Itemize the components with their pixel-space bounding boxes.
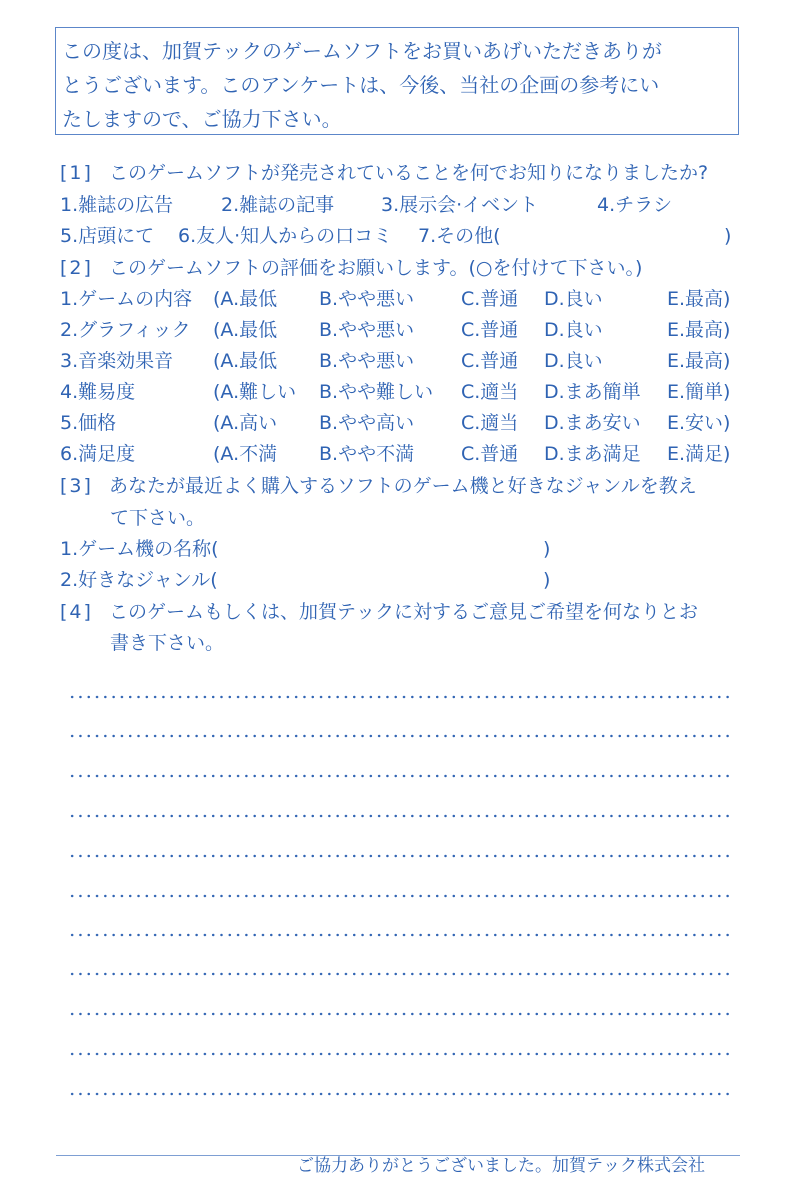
intro-box	[55, 27, 739, 135]
comment-line[interactable]	[68, 1092, 732, 1096]
comment-line[interactable]	[68, 695, 732, 699]
q2-number: [2]	[60, 257, 93, 279]
comment-line[interactable]	[68, 734, 732, 738]
rating-option-b[interactable]: B.やや悪い	[319, 319, 415, 341]
rating-option-e[interactable]: E.最高)	[667, 319, 731, 341]
comment-line[interactable]	[68, 933, 732, 937]
rating-option-e[interactable]: E.簡単)	[667, 381, 731, 403]
rating-option-d[interactable]: D.良い	[544, 319, 603, 341]
rating-option-d[interactable]: D.良い	[544, 288, 603, 310]
rating-option-b[interactable]: B.やや高い	[319, 412, 415, 434]
comment-line[interactable]	[68, 814, 732, 818]
rating-option-a[interactable]: (A.最低	[213, 288, 278, 310]
q3-field-console[interactable]: 1.ゲーム機の名称(	[60, 538, 219, 560]
rating-option-e[interactable]: E.安い)	[667, 412, 731, 434]
footer-thanks: ご協力ありがとうございました。加賀テック株式会社	[297, 1156, 705, 1176]
q1-option-7[interactable]: 7.その他(	[418, 225, 501, 247]
rating-option-a[interactable]: (A.最低	[213, 350, 278, 372]
intro-line-3: たしますので、ご協力下さい。	[62, 107, 342, 131]
rating-option-b[interactable]: B.やや不満	[319, 443, 415, 465]
rating-option-a[interactable]: (A.不満	[213, 443, 278, 465]
q1-option-1[interactable]: 1.雑誌の広告	[60, 194, 174, 216]
rating-label: 5.価格	[60, 412, 117, 434]
rating-option-c[interactable]: C.普通	[461, 350, 519, 372]
intro-line-1: この度は、加賀テックのゲームソフトをお買いあげいただきありが	[62, 39, 662, 63]
q1-question: このゲームソフトが発売されていることを何でお知りになりましたか?	[108, 162, 709, 184]
q3-number: [3]	[60, 475, 93, 497]
q1-option-5[interactable]: 5.店頭にて	[60, 225, 155, 247]
q2-question: このゲームソフトの評価をお願いします。(○を付けて下さい。)	[108, 257, 643, 279]
rating-option-d[interactable]: D.良い	[544, 350, 603, 372]
q1-heading	[60, 161, 708, 185]
comment-line[interactable]	[68, 854, 732, 858]
rating-option-c[interactable]: C.普通	[461, 319, 519, 341]
rating-option-a[interactable]: (A.最低	[213, 319, 278, 341]
rating-option-e[interactable]: E.最高)	[667, 288, 731, 310]
rating-row-difficulty	[60, 379, 750, 405]
q4-heading	[60, 600, 698, 624]
q3-question-line-1: あなたが最近よく購入するソフトのゲーム機と好きなジャンルを教え	[108, 475, 697, 497]
rating-row-content	[60, 286, 750, 312]
q3-field-genre-close: )	[543, 569, 551, 591]
comment-line[interactable]	[68, 972, 732, 976]
rating-option-c[interactable]: C.普通	[461, 288, 519, 310]
rating-option-d[interactable]: D.まあ満足	[544, 443, 641, 465]
q1-option-2[interactable]: 2.雑誌の記事	[221, 194, 335, 216]
rating-option-c[interactable]: C.普通	[461, 443, 519, 465]
q1-option-6[interactable]: 6.友人·知人からの口コミ	[178, 225, 393, 247]
rating-option-d[interactable]: D.まあ安い	[544, 412, 641, 434]
rating-option-a[interactable]: (A.難しい	[213, 381, 297, 403]
q4-number: [4]	[60, 601, 93, 623]
q1-option-3[interactable]: 3.展示会·イベント	[381, 194, 539, 216]
q1-option-7-close: )	[724, 225, 732, 247]
rating-option-a[interactable]: (A.高い	[213, 412, 278, 434]
rating-label: 6.満足度	[60, 443, 136, 465]
comment-line[interactable]	[68, 1052, 732, 1056]
rating-option-d[interactable]: D.まあ簡単	[544, 381, 641, 403]
rating-label: 4.難易度	[60, 381, 136, 403]
q3-field-console-close: )	[543, 538, 551, 560]
rating-row-price	[60, 410, 750, 436]
rating-row-graphics	[60, 317, 750, 343]
rating-option-e[interactable]: E.満足)	[667, 443, 731, 465]
rating-option-b[interactable]: B.やや悪い	[319, 350, 415, 372]
rating-row-satisfaction	[60, 441, 750, 467]
q2-heading	[60, 256, 642, 280]
q1-option-4[interactable]: 4.チラシ	[597, 194, 673, 216]
comment-line[interactable]	[68, 894, 732, 898]
comment-line[interactable]	[68, 1012, 732, 1016]
comment-line[interactable]	[68, 774, 732, 778]
rating-option-b[interactable]: B.やや難しい	[319, 381, 434, 403]
rating-option-c[interactable]: C.適当	[461, 381, 519, 403]
rating-option-b[interactable]: B.やや悪い	[319, 288, 415, 310]
rating-label: 3.音楽効果音	[60, 350, 174, 372]
q3-question-line-2: て下さい。	[110, 507, 206, 529]
intro-line-2: とうございます。このアンケートは、今後、当社の企画の参考にい	[62, 73, 660, 97]
rating-label: 1.ゲームの内容	[60, 288, 193, 310]
rating-option-e[interactable]: E.最高)	[667, 350, 731, 372]
rating-row-sound	[60, 348, 750, 374]
rating-label: 2.グラフィック	[60, 319, 191, 341]
q4-question-line-1: このゲームもしくは、加賀テックに対するご意見ご希望を何なりとお	[108, 601, 698, 623]
q4-question-line-2: 書き下さい。	[110, 632, 225, 654]
q3-heading	[60, 474, 697, 498]
q1-number: [1]	[60, 162, 93, 184]
rating-option-c[interactable]: C.適当	[461, 412, 519, 434]
q3-field-genre[interactable]: 2.好きなジャンル(	[60, 569, 218, 591]
